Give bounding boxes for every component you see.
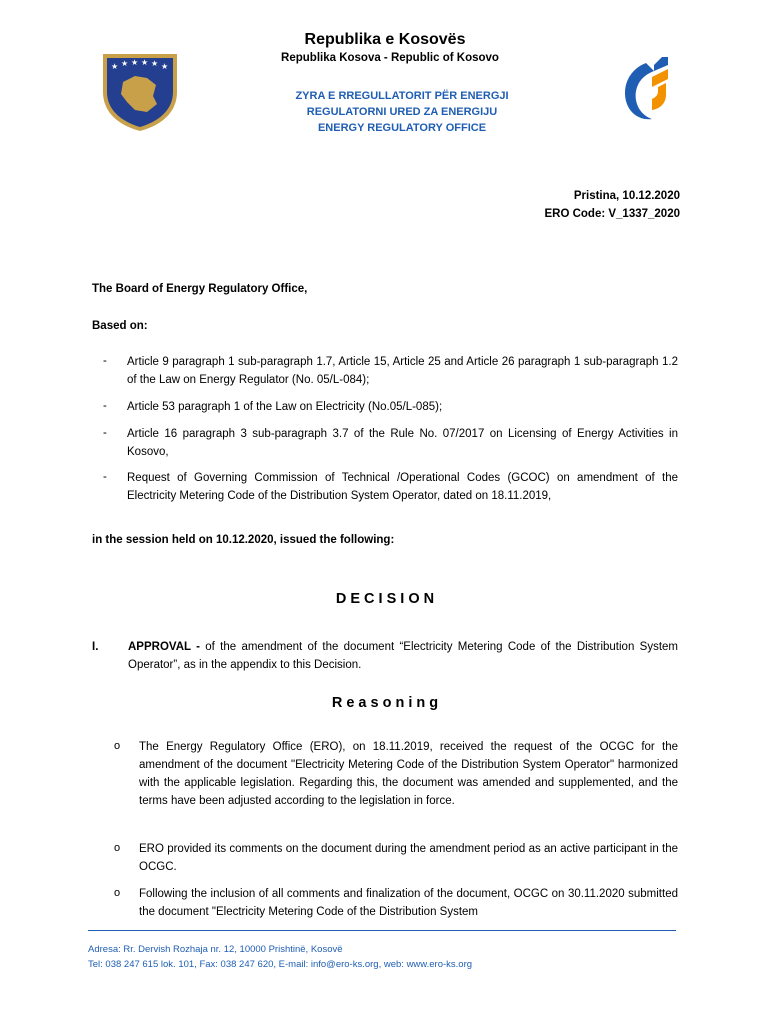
svg-text:★: ★ [131,58,139,67]
reasoning-item: The Energy Regulatory Office (ERO), on 18.11.2019, received the request of the OCGC for the amendment of the document "Electricity Metering Code of the Distribution System Operator" harmonized with the applicable legislation. Regarding this, the document was amended and supplemented, and the terms have been adjusted according to the legislation in force. [139,741,678,807]
list-bullet: - [103,471,107,483]
footer-divider [88,930,676,931]
decision-title: D E C I S I O N [335,591,435,607]
list-bullet: - [103,400,107,412]
list-item: Article 53 paragraph 1 of the Law on Electricity (No.05/L-085); [127,401,443,413]
reasoning-item: ERO provided its comments on the document during the amendment period as an active participant in the OCGC. [139,843,678,873]
list-item: Article 16 paragraph 3 sub-paragraph 3.7 of the Rule No. 07/2017 on Licensing of Energy Activities in Kosovo, [127,428,678,458]
svg-text:★: ★ [111,62,119,71]
reasoning-bullet: o [114,842,121,854]
list-bullet: - [103,355,107,367]
place-date: Pristina, 10.12.2020 [573,190,680,202]
header-subtitle: Republika Kosova - Republic of Kosovo [281,52,499,64]
reasoning-title: R e a s o n i n g [331,695,439,711]
list-item: Request of Governing Commission of Technical /Operational Codes (GCOC) on amendment of the Electricity Metering Code of the Distribution System Operator, dated on 18.11.2019, [127,472,678,502]
reasoning-bullet: o [114,740,121,752]
footer-contact: Tel: 038 247 615 lok. 101, Fax: 038 247 620, E-mail: info@ero-ks.org, web: www.ero-ks.org [88,959,473,970]
office-name-english: ENERGY REGULATORY OFFICE [317,122,487,134]
svg-text:★: ★ [121,59,129,68]
based-on-heading: Based on: [92,320,148,332]
reasoning-item: Following the inclusion of all comments and finalization of the document, OCGC on 30.11.2020 submitted the document "Electricity Metering Code of the Distribution System [139,888,678,918]
reasoning-bullet: o [114,887,121,899]
svg-text:★: ★ [151,59,159,68]
board-heading: The Board of Energy Regulatory Office, [92,283,308,295]
approval-text: of the amendment of the document “Electricity Metering Code of the Distribution System Operator”, as in the appendix to this Decision. [128,641,678,671]
header-title: Republika e Kosovës [304,31,466,48]
decision-approval [128,638,678,674]
session-statement: in the session held on 10.12.2020, issued the following: [92,534,395,546]
list-bullet: - [103,427,107,439]
svg-text:★: ★ [141,58,149,67]
decision-number: I. [92,641,99,653]
approval-label: APPROVAL - [128,641,200,653]
footer-address: Adresa: Rr. Dervish Rozhaja nr. 12, 10000 Prishtinë, Kosovë [88,944,343,955]
office-name-albanian: ZYRA E RREGULLATORIT PËR ENERGJI [295,90,509,102]
ero-code: ERO Code: V_1337_2020 [544,208,680,220]
list-item: Article 9 paragraph 1 sub-paragraph 1.7, Article 15, Article 25 and Article 26 paragraph 1 sub-paragraph 1.2 of the Law on Energy Regulator (No. 05/L-084); [127,356,678,386]
svg-text:★: ★ [161,62,169,71]
office-name-serbian: REGULATORNI URED ZA ENERGIJU [306,106,498,118]
